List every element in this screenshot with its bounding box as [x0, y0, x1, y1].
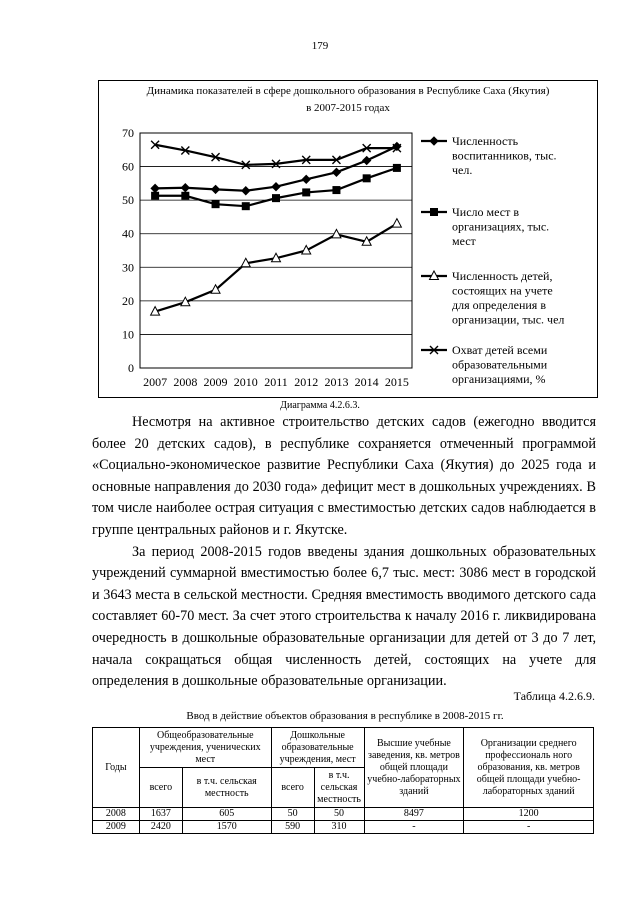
y-tick-label: 50: [122, 193, 134, 208]
legend-label: для определения в: [452, 298, 546, 312]
y-tick-label: 0: [128, 361, 134, 375]
cell-preschool-rural: 50: [314, 808, 364, 821]
data-point-square: [333, 187, 340, 194]
plot-area: [140, 133, 412, 368]
legend-label: воспитанников, тыс.: [452, 148, 557, 163]
x-tick-label: 2008: [173, 375, 198, 389]
legend-marker-square: [431, 209, 438, 216]
paragraph-2: За период 2008-2015 годов введены здания дошкольных образовательных учреждений суммарной вместимостью более 6,7 тыс. мест: 3086 мест в городской и 3643 места в сельской местности. Средняя вместимость вводимого детского сада составляет 60-70 мест. За счет этого строительства к началу 2016 г. ликвидирована очередность в дошкольные образовательные организации для детей от 3 до 7 лет, начала сокращаться общая численность детей, состоящих на учете для определения в дошкольные образовательные организации.: [92, 543, 596, 690]
data-point-diamond: [242, 187, 250, 195]
col-header-schools: Общеобразовательные учреждения, ученических мест: [139, 728, 271, 768]
data-point-diamond: [332, 168, 340, 176]
subheader-schools-total: всего: [139, 768, 182, 808]
legend-label: образовательными: [452, 357, 548, 372]
legend-label: Охват детей всеми: [452, 343, 548, 357]
chart-caption: Диаграмма 4.2.6.3.: [280, 400, 360, 411]
col-header-preschool: Дошкольные образовательные учреждения, мест: [271, 728, 364, 768]
data-point-square: [152, 192, 159, 199]
cell-preschool-rural: 310: [314, 821, 364, 834]
paragraph-1: Несмотря на активное строительство детских садов (ежегодно вводится более 20 детских садов), в республике сохраняется отмеченный программой «Социально-экономическое развитие Республики Саха (Якутия) до 2025 года и основные направления до 2030 года» дефицит мест в дошкольных учреждениях. В том числе наиболее острая ситуация с вместимостью детских садов наблюдается в группе центральных районов и г. Якутске.: [92, 414, 596, 538]
x-tick-label: 2011: [264, 375, 288, 389]
x-tick-label: 2009: [203, 375, 228, 389]
legend-marker-diamond: [430, 137, 438, 145]
data-point-square: [212, 201, 219, 208]
data-point-square: [363, 175, 370, 182]
cell-schools-rural: 1570: [182, 821, 271, 834]
subheader-preschool-total: всего: [271, 768, 314, 808]
cell-preschool-total: 50: [271, 808, 314, 821]
data-point-square: [273, 195, 280, 202]
data-point-diamond: [393, 142, 401, 150]
cell-higher: -: [364, 821, 464, 834]
legend-label: чел.: [452, 163, 473, 177]
body-text: [92, 412, 596, 693]
data-point-diamond: [181, 184, 189, 192]
data-table: [92, 727, 594, 834]
page-number: 179: [311, 40, 329, 52]
legend-label: Число мест в: [452, 205, 519, 219]
x-tick-label: 2010: [233, 375, 258, 389]
y-tick-label: 30: [122, 260, 134, 275]
y-tick-label: 70: [122, 126, 134, 140]
cell-schools-total: 2420: [139, 821, 182, 834]
col-header-vocational: Организации среднего профессиональ ного образования, кв. метров общей площади учебно-лабораторных зданий: [464, 728, 594, 808]
table-header-row: [93, 728, 594, 768]
table-row: [93, 808, 594, 821]
x-tick-label: 2012: [294, 375, 319, 389]
data-point-diamond: [212, 185, 220, 193]
table-title: Ввод в действие объектов образования в республике в 2008-2015 гг.: [186, 710, 504, 722]
cell-vocational: 1200: [464, 808, 594, 821]
x-tick-label: 2013: [324, 375, 349, 389]
cell-year: 2008: [93, 808, 140, 821]
cell-schools-total: 1637: [139, 808, 182, 821]
subheader-preschool-rural: в т.ч. сельская местность: [314, 768, 364, 808]
col-header-years: Годы: [93, 728, 140, 808]
x-tick-label: 2015: [384, 375, 409, 389]
col-header-higher: Высшие учебные заведения, кв. метров общей площади учебно-лабораторных зданий: [364, 728, 464, 808]
chart-frame: [98, 80, 598, 398]
chart-title-line-1: Динамика показателей в сфере дошкольного образования в Республике Саха (Якутия): [146, 85, 550, 97]
legend-label: мест: [452, 234, 476, 248]
legend-label: организациях, тыс.: [452, 219, 550, 234]
chart-title-line-2: в 2007-2015 годах: [306, 102, 390, 114]
subheader-schools-rural: в т.ч. сельская местность: [182, 768, 271, 808]
data-point-diamond: [272, 183, 280, 191]
y-tick-label: 60: [122, 159, 134, 174]
legend-label: Численность детей,: [452, 269, 553, 283]
cell-schools-rural: 605: [182, 808, 271, 821]
data-point-square: [393, 164, 400, 171]
data-point-diamond: [302, 175, 310, 183]
data-point-square: [182, 192, 189, 199]
legend-label: состоящих на учете: [452, 283, 553, 298]
line-chart: [99, 81, 599, 399]
table-label: Таблица 4.2.6.9.: [513, 689, 595, 703]
cell-vocational: -: [464, 821, 594, 834]
data-point-triangle: [392, 219, 401, 228]
data-point-diamond: [363, 157, 371, 165]
y-tick-label: 10: [122, 327, 134, 342]
data-point-diamond: [151, 184, 159, 192]
cell-higher: 8497: [364, 808, 464, 821]
data-point-square: [303, 189, 310, 196]
legend-label: Численность: [452, 134, 519, 148]
data-point-square: [242, 203, 249, 210]
y-tick-label: 40: [122, 226, 134, 241]
cell-preschool-total: 590: [271, 821, 314, 834]
cell-year: 2009: [93, 821, 140, 834]
x-tick-label: 2007: [143, 375, 168, 389]
legend-label: организациями, %: [452, 372, 546, 386]
y-tick-label: 20: [122, 293, 134, 308]
legend-label: организации, тыс. чел: [452, 312, 565, 327]
x-tick-label: 2014: [354, 375, 379, 389]
table-row: [93, 821, 594, 834]
